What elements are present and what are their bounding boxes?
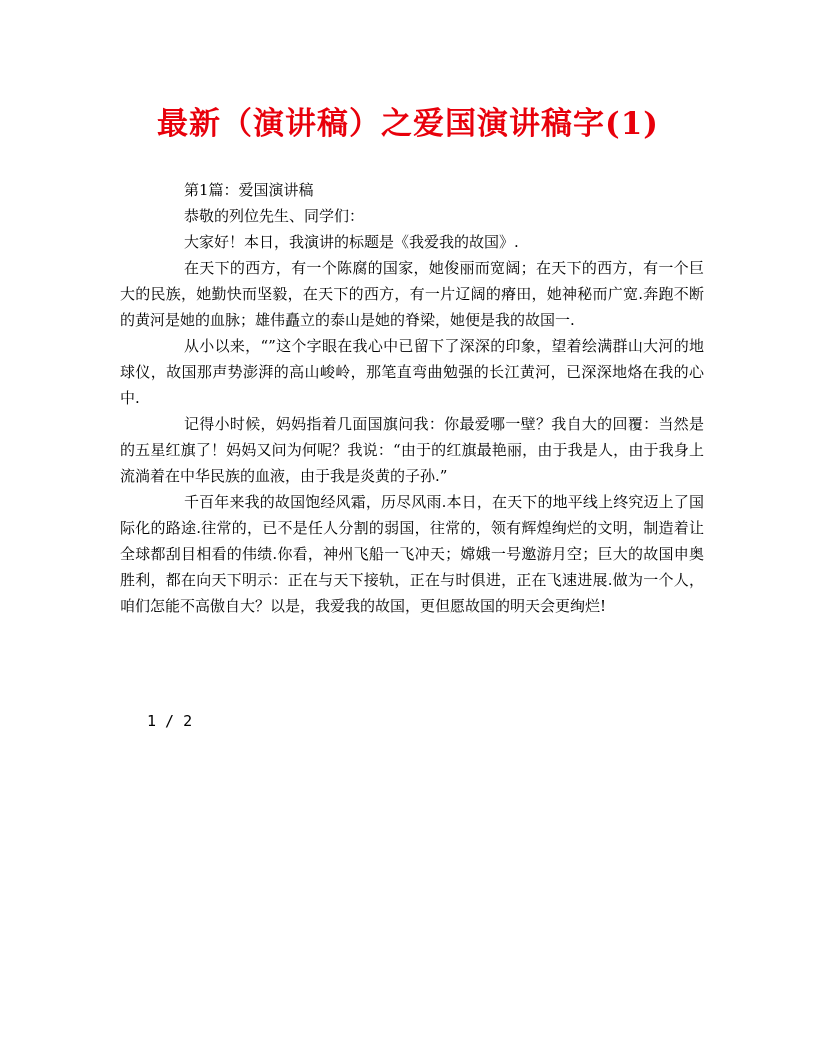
document-body [120,177,704,619]
body-paragraph: 在天下的西方，有一个陈腐的国家，她俊丽而宽阔；在天下的西方，有一个巨大的民族，她勤快而坚毅，在天下的西方，有一片辽阔的瘠田，她神秘而广宽.奔跑不断的黄河是她的血脉；雄伟矗立的泰山是她的脊梁，她便是我的故国一. [120,259,704,329]
salutation: 恭敬的列位先生、同学们： [184,207,365,225]
body-paragraph: 从小以来，“”这个字眼在我心中已留下了深深的印象，望着绘满群山大河的地球仪，故国那声势澎湃的高山峻岭，那笔直弯曲勉强的长江黄河，已深深地烙在我的心中. [120,337,704,407]
body-paragraph: 千百年来我的故国饱经风霜，历尽风雨.本日，在天下的地平线上终究迈上了国际化的路途.往常的，已不是任人分割的弱国，往常的，领有辉煌绚烂的文明，制造着让全球都刮目相看的伟绩.你看，神州飞船一飞冲天；嫦娥一号邀游月空；巨大的故国申奥胜利，都在向天下明示：正在与天下接轨，正在与时俱进，正在飞速进展.做为一个人，咱们怎能不高傲自大？以是，我爱我的故国，更但愿故国的明天会更绚烂! [120,493,704,615]
greeting-paragraph: 大家好！本日，我演讲的标题是《我爱我的故国》. [184,233,519,251]
body-paragraph: 记得小时候，妈妈指着几面国旗问我：你最爱哪一壁？我自大的回覆：当然是的五星红旗了！妈妈又问为何呢？我说：“由于的红旗最艳丽，由于我是人，由于我身上流淌着在中华民族的血液，由于我是炎黄的子孙.” [120,415,704,485]
document-title: 最新（演讲稿）之爱国演讲稿字(1) [157,106,659,142]
chapter-heading: 第1篇：爱国演讲稿 [184,181,314,199]
page-number: 1 / 2 [147,712,193,730]
